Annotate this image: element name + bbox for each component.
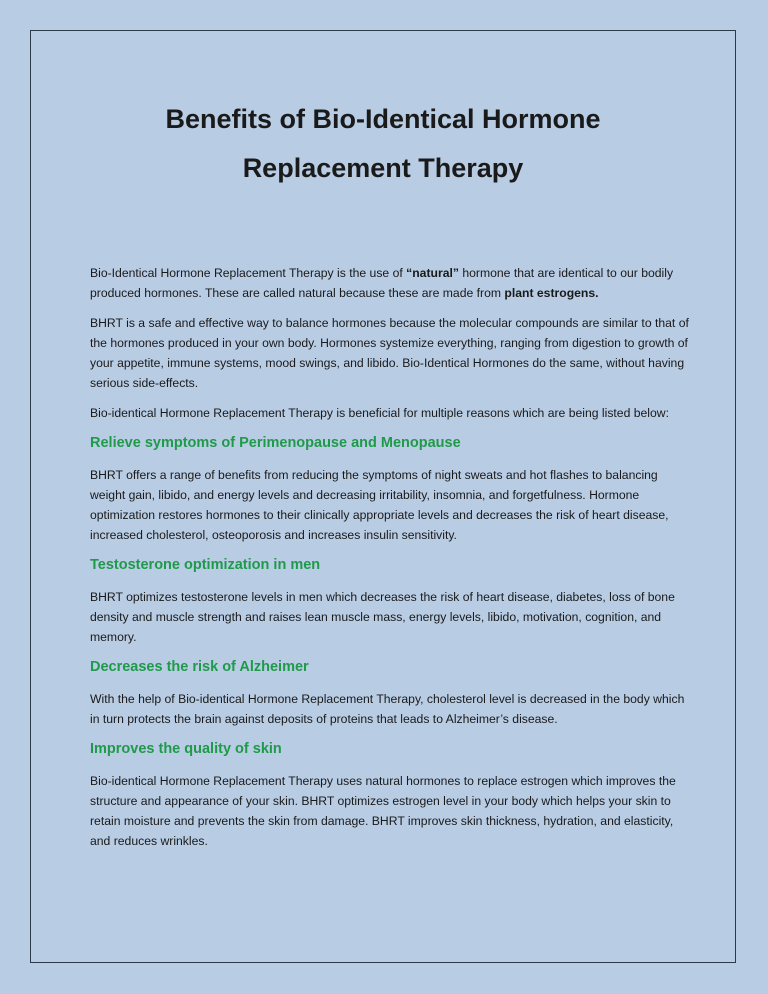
title-line-2: Replacement Therapy — [242, 153, 524, 183]
section-alzheimer — [90, 657, 690, 729]
section-testosterone — [90, 555, 690, 647]
section-body: Bio-identical Hormone Replacement Therapy uses natural hormones to replace estrogen which improves the structure and appearance of your skin. BHRT optimizes estrogen level in your body which helps your skin to retain moisture and prevents the skin from damage. BHRT improves skin thickness, hydration, and elasticity, and reduces wrinkles. — [90, 774, 676, 848]
section-skin — [90, 739, 690, 851]
section-body: BHRT optimizes testosterone levels in men which decreases the risk of heart disease, diabetes, loss of bone density and muscle strength and raises lean muscle mass, energy levels, libido, motivation, cognition, and memory. — [90, 590, 675, 644]
reasons-paragraph: Bio-identical Hormone Replacement Therapy is beneficial for multiple reasons which are being listed below: — [90, 406, 669, 420]
section-body: BHRT offers a range of benefits from reducing the symptoms of night sweats and hot flashes to balancing weight gain, libido, and energy levels and decreasing irritability, insomnia, and forgetfulness. Hormone optimization restores hormones to their clinically appropriate levels and decreases the risk of heart disease, increased cholesterol, osteoporosis and increases insulin sensitivity. — [90, 468, 669, 542]
bhrt-paragraph: BHRT is a safe and effective way to balance hormones because the molecular compounds are similar to that of the hormones produced in your own body. Hormones systemize everything, ranging from digestion to growth of your appetite, immune systems, mood swings, and libido. Bio-Identical Hormones do the same, without having serious side-effects. — [90, 316, 689, 390]
section-perimenopause — [90, 433, 690, 545]
section-heading: Relieve symptoms of Perimenopause and Menopause — [90, 435, 461, 451]
section-heading: Decreases the risk of Alzheimer — [90, 659, 309, 675]
document-title — [60, 95, 706, 193]
section-body: With the help of Bio-identical Hormone Replacement Therapy, cholesterol level is decreased in the body which in turn protects the brain against deposits of proteins that leads to Alzheimer’s disease. — [90, 692, 685, 726]
section-heading: Testosterone optimization in men — [90, 557, 321, 573]
intro-bold-natural: “natural” — [406, 266, 459, 280]
intro-text-2: hormone that are identical to our bodily produced hormones. These are called natural because these are made from — [90, 266, 674, 300]
section-heading: Improves the quality of skin — [90, 741, 282, 757]
intro-text-1: Bio-Identical Hormone Replacement Therapy is the use of — [90, 266, 407, 280]
document-body — [90, 263, 690, 861]
intro-bold-plant-estrogens: plant estrogens. — [504, 286, 599, 300]
title-line-1: Benefits of Bio-Identical Hormone — [165, 104, 601, 134]
intro-paragraph — [90, 263, 690, 303]
